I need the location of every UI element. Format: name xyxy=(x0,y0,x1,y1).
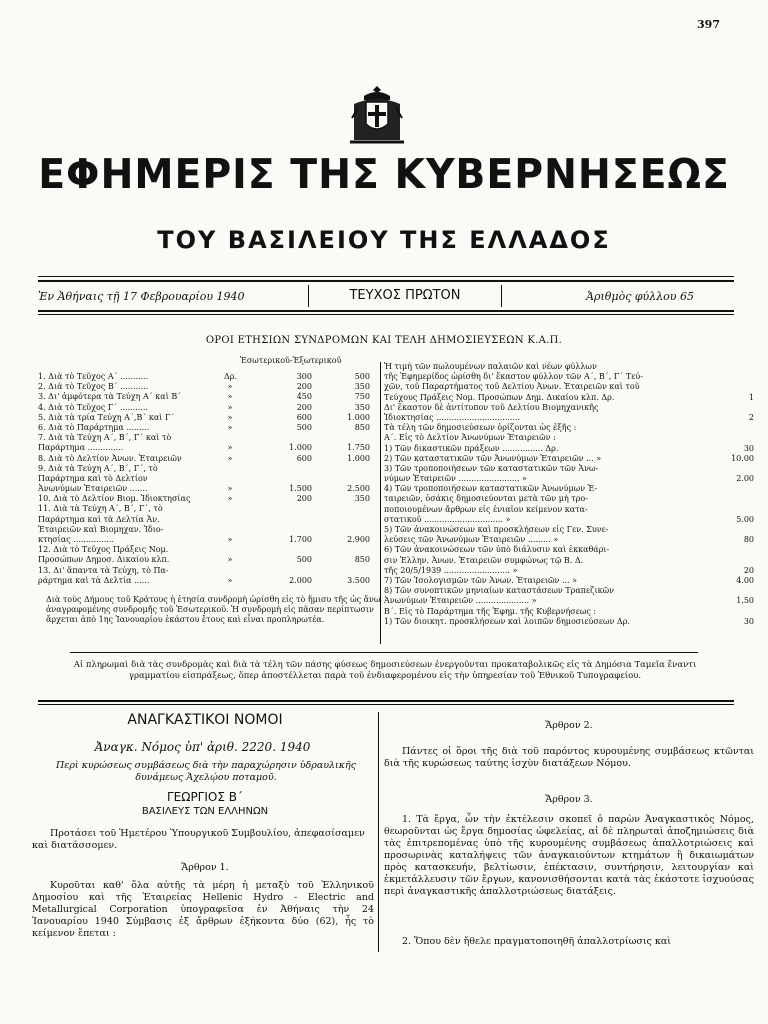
fee-text: τῆς 20/5/1939 .......................... » xyxy=(384,565,518,575)
subscriptions-heading: ΟΡΟΙ ΕΤΗΣΙΩΝ ΣΥΝΔΡΟΜΩΝ ΚΑΙ ΤΕΛΗ ΔΗΜΟΣΙΕΥΣΕΩΝ Κ.Α.Π. xyxy=(205,335,563,346)
rate-cur: » xyxy=(227,443,233,453)
fee-text: ταιρειῶν, ὁσάκις δημοσιεύονται μετὰ τῶν μὴ τρο- xyxy=(384,494,588,504)
rate-desc: 11. Διὰ τὰ Τεύχη Α΄, Β΄, Γ΄, τὸ xyxy=(38,504,163,514)
fee-text: 6) Τῶν ἀνακοινώσεων τῶν ὑπὸ διάλυσιν καὶ ἐκκαθάρι- xyxy=(384,545,610,555)
fee-line xyxy=(384,433,754,443)
fee-line xyxy=(384,382,754,392)
col-external: Ἐξωτερικοῦ xyxy=(292,356,342,365)
fee-text: τῆς Ἐφημερίδος ὡρίσθη δι' ἕκαστον φύλλον τῶν Α΄, Β΄, Γ΄ Τεύ- xyxy=(384,372,643,382)
rate-desc: 5. Διὰ τὰ τρία Τεύχη Α΄,Β΄ καὶ Γ΄ xyxy=(38,412,175,422)
fee-value: 30 xyxy=(743,443,754,453)
fee-text: νύμων Ἑταιρειῶν ........................ » xyxy=(384,474,527,484)
rate-cur: » xyxy=(227,392,233,402)
rate-row xyxy=(38,464,378,474)
rate-desc: Παράρτημα καὶ τὸ Δελτίον xyxy=(38,473,148,483)
fee-text: Τεύχους Πράξεις Νομ. Προσώπων Δημ. Δικαίου κλπ. Δρ. xyxy=(384,392,615,402)
fee-line xyxy=(384,464,754,474)
rate-desc: Παράρτημα .............. xyxy=(38,443,124,453)
rate-row xyxy=(38,474,378,484)
fee-line xyxy=(384,525,754,535)
rate-desc: 4. Διὰ τὸ Τεῦχος Γ΄ ........... xyxy=(38,402,148,412)
fee-line xyxy=(384,444,754,454)
rate-int: 1.700 xyxy=(289,535,312,544)
coat-of-arms-icon xyxy=(346,84,408,146)
fee-line xyxy=(384,586,754,596)
fee-line xyxy=(384,484,754,494)
rate-row xyxy=(38,392,378,402)
fee-line xyxy=(384,474,754,484)
fee-text: λεύσεις τῶν Ἀνωνύμων Ἑταιρειῶν ......... » xyxy=(384,535,559,545)
rate-desc: Ἀνωνύμων Ἑταιρειῶν ....... xyxy=(38,484,148,494)
rate-row xyxy=(38,566,378,576)
rate-int: 600 xyxy=(296,412,312,422)
rate-int: 200 xyxy=(296,402,312,412)
king-title: ΒΑΣΙΛΕΥΣ ΤΩΝ ΕΛΛΗΝΩΝ xyxy=(141,806,269,817)
fee-value: 80 xyxy=(743,535,754,545)
rate-ext: 850 xyxy=(354,555,370,565)
rate-row xyxy=(38,443,378,453)
rate-cur: Δρ. xyxy=(224,372,238,381)
fee-text: χῶν, τοῦ Παραρτήματος τοῦ Δελτίου Ἀνων. Ἑταιρειῶν καὶ τοῦ xyxy=(384,382,640,392)
subscription-rates xyxy=(38,372,378,586)
law-number: Ἀναγκ. Νόμος ὑπ' ἀριθ. 2220. 1940 xyxy=(94,740,311,754)
place-date: Ἐν Ἀθήναις τῇ 17 Φεβρουαρίου 1940 xyxy=(38,290,245,303)
rate-row xyxy=(38,413,378,423)
rate-cur: » xyxy=(227,484,233,494)
fee-text: 2) Τῶν καταστατικῶν τῶν Ἀνωνύμων Ἑταιρειῶν ... » xyxy=(384,453,602,463)
rate-row xyxy=(38,525,378,535)
rate-row xyxy=(38,515,378,525)
subscription-note: Διὰ τοὺς Δήμους τοῦ Κράτους ἡ ἐτησία συνδρομὴ ὡρίσθη εἰς τὸ ἥμισυ τῆς ὡς ἄνω ἀναγραφομένης συνδρομῆς τοῦ Ἐσωτερικοῦ. Ἡ συνδρομὴ εἰς πᾶσαν περίπτωσιν ἄρχεται ἀπὸ 1ης Ἰανουαρίου ἑκάστου ἔτους καὶ εἶναι προπληρωτέα. xyxy=(46,595,381,624)
rate-row xyxy=(38,484,378,494)
fee-text: 8) Τῶν συνοπτικῶν μηνιαίων καταστάσεων Τραπεζικῶν xyxy=(384,586,614,596)
fee-line xyxy=(384,596,754,606)
fee-text: 1) Τῶν δικαστικῶν πράξεων ................ Δρ. xyxy=(384,443,559,453)
page-number: 397 xyxy=(697,18,720,31)
article-3-paragraph-2: 2. Ὅπου δὲν ἤθελε πραγματοποιηθῆ ἀπαλλοτρίωσις καὶ xyxy=(402,936,671,947)
rate-cur: » xyxy=(227,555,233,565)
rate-ext: 350 xyxy=(354,494,370,504)
fee-value: 20 xyxy=(743,565,754,575)
fee-text: 5) Τῶν ἀνακοινώσεων καὶ προσκλήσεων εἰς Γεν. Συνε- xyxy=(384,525,609,534)
rate-desc: Ἑταιρειῶν καὶ Βιομηχαν. Ἰδιο- xyxy=(38,524,164,534)
fee-text: 3) Τῶν τροποποιήσεων τῶν καταστατικῶν τῶν Ἀνω- xyxy=(384,463,599,473)
rate-row xyxy=(38,555,378,565)
rate-desc: 13. Δι' ἅπαντα τὰ Τεύχη, τὸ Πα- xyxy=(38,565,169,575)
fee-text: Α΄. Εἰς τὸ Δελτίον Ἀνωνύμων Ἑταιρειῶν : xyxy=(384,433,556,443)
fee-value: 2.00 xyxy=(736,474,754,484)
fee-line xyxy=(384,505,754,515)
rate-row xyxy=(38,545,378,555)
rate-desc: 8. Διὰ τὸ Δελτίον Ἀνων. Ἑταιρειῶν xyxy=(38,453,182,463)
rate-desc: κτησίας ................ xyxy=(38,535,114,544)
rate-ext: 1.750 xyxy=(347,443,370,453)
rate-cur: » xyxy=(227,535,233,544)
fee-text: στατικοῦ ............................... » xyxy=(384,514,511,524)
rate-row xyxy=(38,576,378,586)
article-2-text: Πάντες οἱ ὅροι τῆς διὰ τοῦ παρόντος κυρουμένης συμβάσεως κτῶνται διὰ τῆς κυρώσεως ταύτης ἰσχὺν διατάξεων Νόμου. xyxy=(384,746,754,769)
rate-row xyxy=(38,433,378,443)
col-internal: Ἐσωτερικοῦ xyxy=(240,356,290,365)
rate-ext: 2.900 xyxy=(347,535,370,544)
fee-value: 2 xyxy=(748,412,754,422)
fee-line xyxy=(384,515,754,525)
fee-text: Δι' ἕκαστον δὲ ἀντίτυπον τοῦ Δελτίου Βιομηχανικῆς xyxy=(384,402,599,412)
rate-row xyxy=(38,454,378,464)
fee-line xyxy=(384,413,754,423)
rate-cur: » xyxy=(227,575,233,585)
fee-text: 4) Τῶν τροποποιήσεων καταστατικῶν Ἀνωνύμων Ἑ- xyxy=(384,484,598,494)
rates-column-headers: Ἐσωτερικοῦ-Ἐξωτερικοῦ xyxy=(240,356,342,365)
masthead-title: ΕΦΗΜΕΡΙΣ ΤΗΣ ΚΥΒΕΡΝΗΣΕΩΣ xyxy=(38,150,730,198)
article-3-paragraph-1: 1. Τὰ ἔργα, ὧν τὴν ἐκτέλεσιν σκοπεῖ ὁ παρὼν Ἀναγκαστικὸς Νόμος, θεωροῦνται ὡς ἔργα δημοσίας ὠφελείας, αἱ δὲ πληρωταὶ ἀποζημιώσεις διὰ τὰς ἐπιτρεπομένας ὑπὸ τῆς κυρουμένης συμβάσεως ἀπαλλοτριώσεις καὶ προσωρινὰς καταλήψεις τῶν ἀναγκαιούντων κτημάτων ἢ δικαιωμάτων πρὸς κατασκευήν, βελτίωσιν, ἐπέκτασιν, συντήρησιν, λειτουργίαν καὶ ἐκμετάλλευσιν τῶν ἔργων, κανονισθήσονται κατὰ τὰς ἑκάστοτε ἰσχυούσας περὶ ἀναγκαστικῆς ἀπαλλοτριώσεως διατάξεις. xyxy=(384,814,754,897)
fee-line xyxy=(384,535,754,545)
article-1-text: Κυροῦται καθ' ὅλα αὐτῆς τὰ μέρη ἡ μεταξὺ τοῦ Ἑλληνικοῦ Δημοσίου καὶ τῆς Ἑταιρείας Hellenic Hydro - Electric and Metallurgical Corporation ὑπογραφεῖσα ἐν Ἀθήναις τὴν 24 Ἰανουαρίου 1940 Σύμβασις ἐξ ἄρθρων ἑξήκοντα δύο (62), ἧς τὸ κείμενον ἔπεται : xyxy=(32,880,374,939)
rate-desc: 6. Διὰ τὸ Παράρτημα ......... xyxy=(38,422,150,432)
rate-row xyxy=(38,535,378,545)
rate-cur: » xyxy=(227,453,233,463)
fee-text: Ἰδιοκτησίας ................................. xyxy=(384,412,521,422)
rate-int: 200 xyxy=(296,382,312,392)
fee-value: 4.00 xyxy=(736,575,754,585)
rate-cur: » xyxy=(227,412,233,422)
rate-int: 500 xyxy=(296,422,312,432)
fee-line xyxy=(384,454,754,464)
rate-desc: Προσώπων Δημοσ. Δικαίου κλπ. xyxy=(38,555,170,565)
rate-row xyxy=(38,423,378,433)
rate-int: 2.000 xyxy=(289,575,312,585)
preamble: Προτάσει τοῦ Ἡμετέρου Ὑπουργικοῦ Συμβουλίου, ἀπεφασίσαμεν καὶ διατάσσομεν. xyxy=(32,828,365,851)
rate-int: 500 xyxy=(296,555,312,565)
rate-row xyxy=(38,372,378,382)
fee-line xyxy=(384,393,754,403)
law-description: Περὶ κυρώσεως συμβάσεως διὰ τὴν παραχώρησιν ὑδραυλικῆς δυνάμεως Ἀχελῴου ποταμοῦ. xyxy=(55,760,357,783)
fee-line xyxy=(384,372,754,382)
rate-int: 450 xyxy=(296,392,312,402)
article-2-title: Ἄρθρον 2. xyxy=(545,720,593,731)
king-name: ΓΕΩΡΓΙΟΣ Β΄ xyxy=(167,790,243,804)
edition-bar xyxy=(38,285,734,309)
fee-text: ποποιουμένων ἄρθρων εἰς ἑνιαῖον κείμενον κατα- xyxy=(384,504,588,514)
rate-ext: 3.500 xyxy=(347,575,370,585)
rate-ext: 500 xyxy=(354,372,370,381)
fee-text: σιν Ἑλλην. Ἀνων. Ἑταιρειῶν συμφώνως τῷ Β. Δ. xyxy=(384,555,584,565)
rate-int: 200 xyxy=(296,494,312,504)
publication-fees xyxy=(384,362,754,627)
fee-line xyxy=(384,545,754,555)
fee-text: Β΄. Εἰς τὸ Παράρτημα τῆς Ἐφημ. τῆς Κυβερνήσεως : xyxy=(384,606,597,616)
rate-cur: » xyxy=(227,494,233,504)
rate-desc: 9. Διὰ τὰ Τεύχη Α΄, Β΄, Γ΄, τὸ xyxy=(38,463,158,473)
rate-row xyxy=(38,403,378,413)
fee-text: Ἡ τιμὴ τῶν πωλουμένων παλαιῶν καὶ νέων φύλλων xyxy=(384,362,597,371)
rate-ext: 350 xyxy=(354,402,370,412)
rate-cur: » xyxy=(227,402,233,412)
rate-desc: 3. Δι' ἀμφότερα τὰ Τεύχη Α΄ καὶ Β΄ xyxy=(38,392,182,402)
rate-ext: 850 xyxy=(354,422,370,432)
fee-line xyxy=(384,423,754,433)
fee-text: 1) Τῶν διοικητ. προσκλήσεων καὶ λοιπῶν δημοσιεύσεων Δρ. xyxy=(384,616,630,626)
sheet-number: Ἀριθμὸς φύλλου 65 xyxy=(586,290,694,303)
payment-note: Αἱ πληρωμαὶ διὰ τὰς συνδρομὰς καὶ διὰ τὰ τέλη τῶν πάσης φύσεως δημοσιεύσεων ἐνεργοῦνται προκαταβολικῶς εἰς τὰ Δημόσια Ταμεῖα ἔναντι γραμματίου εἰσπράξεως, ὅπερ ἀποστέλλεται παρὰ τοῦ ἐνδιαφερομένου εἰς τὴν ὑπηρεσίαν τοῦ Ἐθνικοῦ Τυπογραφείου. xyxy=(73,660,697,681)
rate-desc: 2. Διὰ τὸ Τεῦχος Β΄ ........... xyxy=(38,382,149,392)
rate-desc: ράρτημα καὶ τὰ Δελτία ...... xyxy=(38,575,150,585)
fee-text: 7) Τῶν Ἰσολογισμῶν τῶν Ἀνων. Ἑταιρειῶν ... » xyxy=(384,575,578,585)
rate-int: 300 xyxy=(296,372,312,381)
rate-desc: 12. Διὰ τὸ Τεῦχος Πράξεις Νομ. xyxy=(38,545,169,555)
masthead-subtitle: ΤΟΥ ΒΑΣΙΛΕΙΟΥ ΤΗΣ ΕΛΛΑΔΟΣ xyxy=(157,226,611,254)
fee-line xyxy=(384,403,754,413)
rate-ext: 350 xyxy=(354,382,370,392)
issue-name: ΤΕΥΧΟΣ ΠΡΩΤΟΝ xyxy=(308,285,502,307)
article-3-title: Ἄρθρον 3. xyxy=(545,794,593,805)
rate-desc: 10. Διὰ τὸ Δελτίον Βιομ. Ἰδιοκτησίας xyxy=(38,494,191,504)
fee-value: 1.50 xyxy=(736,596,754,606)
rate-desc: Παράρτημα καὶ τὰ Δελτία Ἀν. xyxy=(38,514,160,524)
rate-desc: 7. Διὰ τὰ Τεύχη Α΄, Β΄, Γ΄ καὶ τὸ xyxy=(38,433,172,443)
fee-line xyxy=(384,362,754,372)
rate-int: 1.500 xyxy=(289,484,312,494)
fee-line xyxy=(384,576,754,586)
rate-ext: 1.000 xyxy=(347,453,370,463)
rate-ext: 2.500 xyxy=(347,484,370,494)
fee-value: 10.00 xyxy=(731,453,754,463)
fee-line xyxy=(384,494,754,504)
rate-ext: 1.000 xyxy=(347,412,370,422)
rate-cur: » xyxy=(227,382,233,392)
rate-row xyxy=(38,494,378,504)
rate-desc: 1. Διὰ τὸ Τεῦχος Α΄ ........... xyxy=(38,372,149,381)
rate-ext: 750 xyxy=(354,392,370,402)
section-title: ΑΝΑΓΚΑΣΤΙΚΟΙ ΝΟΜΟΙ xyxy=(127,712,283,728)
fee-value: 5.00 xyxy=(736,514,754,524)
fee-line xyxy=(384,607,754,617)
article-1-title: Ἄρθρον 1. xyxy=(181,862,229,873)
rate-row xyxy=(38,504,378,514)
fee-line xyxy=(384,617,754,627)
fee-value: 30 xyxy=(743,616,754,626)
fee-value: 1 xyxy=(748,392,754,402)
rate-int: 1.000 xyxy=(289,443,312,453)
fee-line xyxy=(384,566,754,576)
fee-line xyxy=(384,556,754,566)
fee-text: Ἀνωνύμων Ἑταιρειῶν ..................... » xyxy=(384,596,537,606)
rate-int: 600 xyxy=(296,453,312,463)
rate-cur: » xyxy=(227,422,233,432)
fee-text: Τὰ τέλη τῶν δημοσιεύσεων ὁρίζονται ὡς ἑξῆς : xyxy=(384,423,577,433)
rate-row xyxy=(38,382,378,392)
